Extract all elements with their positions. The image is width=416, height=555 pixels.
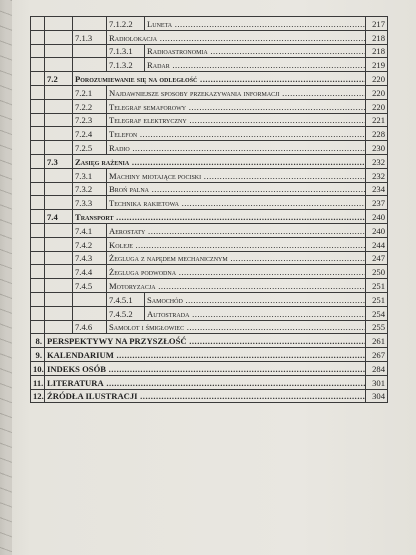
toc-section-number: 7.2.4 (73, 127, 107, 141)
toc-title (45, 334, 366, 348)
toc-indent-cell (45, 30, 73, 44)
toc-section-number: 7.4.5.1 (107, 292, 145, 306)
toc-row (31, 251, 388, 265)
toc-title-text: Zasięg rażenia (75, 156, 130, 167)
toc-row (31, 168, 388, 182)
toc-section-number: 7.2 (45, 72, 73, 86)
toc-title-text: Żegluga podwodna (109, 267, 177, 278)
toc-indent-cell (45, 44, 73, 58)
toc-row (31, 389, 388, 403)
toc-row (31, 334, 388, 348)
toc-title (107, 251, 366, 265)
toc-indent-cell (31, 30, 45, 44)
toc-page-number: 232 (366, 168, 388, 182)
toc-page-number: 220 (366, 72, 388, 86)
toc-title (107, 265, 366, 279)
toc-indent-cell (45, 99, 73, 113)
toc-title-text: Aerostaty (109, 225, 146, 236)
toc-title-text: Luneta (147, 18, 173, 29)
toc-indent-cell (45, 127, 73, 141)
toc-indent-cell (31, 182, 45, 196)
toc-title-text: PERSPEKTYWY NA PRZYSZŁOŚĆ (47, 336, 187, 347)
toc-indent-cell (31, 279, 45, 293)
toc-title (73, 210, 366, 224)
toc-title-text: ŹRÓDŁA ILUSTRACJI (47, 391, 138, 402)
toc-row (31, 72, 388, 86)
toc-indent-cell (45, 292, 73, 306)
toc-page-number: 255 (366, 320, 388, 334)
toc-row (31, 99, 388, 113)
toc-page-number: 261 (366, 334, 388, 348)
toc-title (107, 85, 366, 99)
toc-indent-cell (31, 17, 45, 31)
toc-title (145, 44, 366, 58)
binding-edge (0, 0, 12, 555)
toc-indent-cell (45, 223, 73, 237)
toc-page-number: 217 (366, 17, 388, 31)
toc-section-number: 7.3.2 (73, 182, 107, 196)
toc-page-number: 244 (366, 237, 388, 251)
toc-section-number: 7.2.2 (73, 99, 107, 113)
toc-section-number: 7.3 (45, 154, 73, 168)
toc-title (107, 127, 366, 141)
toc-title (107, 320, 366, 334)
toc-title-text: Żegluga z napędem mechanicznym (109, 253, 228, 264)
toc-indent-cell (31, 113, 45, 127)
toc-row (31, 154, 388, 168)
toc-section-number: 7.4.5.2 (107, 306, 145, 320)
toc-row (31, 44, 388, 58)
toc-section-number: 7.4.5 (73, 279, 107, 293)
toc-title (107, 141, 366, 155)
toc-page-number: 232 (366, 154, 388, 168)
toc-section-number: 7.4.3 (73, 251, 107, 265)
toc-title (45, 375, 366, 389)
toc-title (45, 389, 366, 403)
toc-indent-cell (45, 279, 73, 293)
toc-indent-cell (31, 265, 45, 279)
toc-row (31, 182, 388, 196)
toc-indent-cell (45, 306, 73, 320)
toc-row (31, 292, 388, 306)
toc-indent-cell (31, 306, 45, 320)
toc-page-number: 304 (366, 389, 388, 403)
toc-page-number: 250 (366, 265, 388, 279)
toc-indent-cell (45, 85, 73, 99)
toc-page-number: 254 (366, 306, 388, 320)
toc-title-text: Machiny miotające pociski (109, 170, 202, 181)
toc-title (107, 113, 366, 127)
toc-title-text: Technika rakietowa (109, 198, 179, 209)
toc-title-text: KALENDARIUM (47, 349, 114, 360)
toc-title (73, 154, 366, 168)
toc-indent-cell (73, 17, 107, 31)
toc-section-number: 7.3.1 (73, 168, 107, 182)
toc-page-number: 267 (366, 348, 388, 362)
toc-row (31, 237, 388, 251)
toc-row (31, 306, 388, 320)
toc-row (31, 58, 388, 72)
toc-row (31, 375, 388, 389)
toc-title (107, 237, 366, 251)
toc-row (31, 85, 388, 99)
toc-indent-cell (31, 58, 45, 72)
toc-row (31, 361, 388, 375)
toc-indent-cell (73, 44, 107, 58)
toc-section-number: 7.3.3 (73, 196, 107, 210)
toc-section-number: 7.2.5 (73, 141, 107, 155)
toc-title (145, 306, 366, 320)
toc-page-number: 251 (366, 292, 388, 306)
toc-title (107, 30, 366, 44)
toc-indent-cell (45, 17, 73, 31)
toc-section-number: 7.4 (45, 210, 73, 224)
toc-title-text: Porozumiewanie się na odległość (75, 73, 198, 84)
toc-section-number: 7.4.1 (73, 223, 107, 237)
toc-title-text: Najdawniejsze sposoby przekazywania informacji (109, 87, 280, 98)
toc-title-text: Radioastronomia (147, 46, 208, 57)
table-of-contents (30, 16, 388, 403)
toc-page-number: 284 (366, 361, 388, 375)
toc-indent-cell (31, 292, 45, 306)
toc-section-number: 11. (31, 375, 45, 389)
toc-row (31, 210, 388, 224)
toc-title (145, 292, 366, 306)
toc-page-number: 219 (366, 58, 388, 72)
toc-title-text: Transport (75, 211, 114, 222)
toc-indent-cell (31, 85, 45, 99)
toc-page-number: 220 (366, 99, 388, 113)
toc-indent-cell (31, 99, 45, 113)
toc-page-number: 221 (366, 113, 388, 127)
toc-title (107, 196, 366, 210)
toc-section-number: 7.4.6 (73, 320, 107, 334)
toc-row (31, 320, 388, 334)
toc-title (45, 361, 366, 375)
toc-page-number: 301 (366, 375, 388, 389)
toc-indent-cell (45, 237, 73, 251)
toc-title (107, 279, 366, 293)
toc-row (31, 17, 388, 31)
toc-indent-cell (31, 154, 45, 168)
toc-title (145, 58, 366, 72)
toc-row (31, 348, 388, 362)
toc-title-text: Telefon (109, 129, 138, 140)
toc-row (31, 223, 388, 237)
toc-page-number: 247 (366, 251, 388, 265)
toc-title (107, 168, 366, 182)
toc-section-number: 9. (31, 348, 45, 362)
toc-title (107, 223, 366, 237)
toc-page-number: 251 (366, 279, 388, 293)
toc-row (31, 279, 388, 293)
toc-section-number: 7.1.2.2 (107, 17, 145, 31)
toc-title (73, 72, 366, 86)
toc-indent-cell (45, 182, 73, 196)
toc-row (31, 113, 388, 127)
toc-title-text: Motoryzacja (109, 280, 156, 291)
toc-title (107, 99, 366, 113)
toc-title (145, 17, 366, 31)
toc-title-text: Broń palna (109, 184, 149, 195)
toc-title (45, 348, 366, 362)
toc-indent-cell (31, 237, 45, 251)
toc-indent-cell (31, 168, 45, 182)
toc-indent-cell (73, 306, 107, 320)
toc-row (31, 127, 388, 141)
toc-section-number: 7.2.1 (73, 85, 107, 99)
toc-title-text: Radar (147, 60, 170, 71)
toc-title-text: Telegraf semaforowy (109, 101, 187, 112)
toc-indent-cell (31, 72, 45, 86)
toc-title-text: Radiolokacja (109, 32, 158, 43)
toc-title-text: Samolot i śmigłowiec (109, 322, 185, 333)
toc-row (31, 141, 388, 155)
toc-title-text: Radio (109, 142, 130, 153)
toc-page-number: 220 (366, 85, 388, 99)
toc-indent-cell (31, 44, 45, 58)
toc-section-number: 8. (31, 334, 45, 348)
toc-indent-cell (45, 320, 73, 334)
toc-section-number: 10. (31, 361, 45, 375)
toc-section-number: 7.1.3.1 (107, 44, 145, 58)
toc-section-number: 12. (31, 389, 45, 403)
toc-row (31, 196, 388, 210)
toc-indent-cell (31, 223, 45, 237)
toc-title-text: INDEKS OSÓB (47, 363, 106, 374)
toc-section-number: 7.4.2 (73, 237, 107, 251)
toc-page-number: 240 (366, 223, 388, 237)
toc-indent-cell (31, 141, 45, 155)
toc-indent-cell (31, 127, 45, 141)
toc-page-number: 234 (366, 182, 388, 196)
toc-indent-cell (45, 265, 73, 279)
toc-indent-cell (45, 141, 73, 155)
toc-page-number: 228 (366, 127, 388, 141)
toc-indent-cell (31, 251, 45, 265)
toc-indent-cell (45, 196, 73, 210)
toc-title (107, 182, 366, 196)
toc-page-number: 240 (366, 210, 388, 224)
toc-row (31, 30, 388, 44)
toc-title-text: Koleje (109, 239, 133, 250)
toc-page-number: 218 (366, 44, 388, 58)
toc-title-text: LITERATURA (47, 377, 104, 388)
toc-title-text: Autostrada (147, 308, 190, 319)
toc-page-number: 218 (366, 30, 388, 44)
toc-indent-cell (31, 320, 45, 334)
toc-section-number: 7.1.3.2 (107, 58, 145, 72)
toc-indent-cell (31, 196, 45, 210)
toc-title-text: Telegraf elektryczny (109, 115, 187, 126)
toc-page-number: 230 (366, 141, 388, 155)
toc-indent-cell (73, 58, 107, 72)
toc-indent-cell (45, 58, 73, 72)
toc-indent-cell (31, 210, 45, 224)
toc-title-text: Samochód (147, 294, 183, 305)
toc-indent-cell (45, 168, 73, 182)
toc-section-number: 7.2.3 (73, 113, 107, 127)
toc-section-number: 7.4.4 (73, 265, 107, 279)
toc-indent-cell (45, 113, 73, 127)
toc-section-number: 7.1.3 (73, 30, 107, 44)
toc-indent-cell (45, 251, 73, 265)
toc-row (31, 265, 388, 279)
toc-indent-cell (73, 292, 107, 306)
toc-page-number: 237 (366, 196, 388, 210)
